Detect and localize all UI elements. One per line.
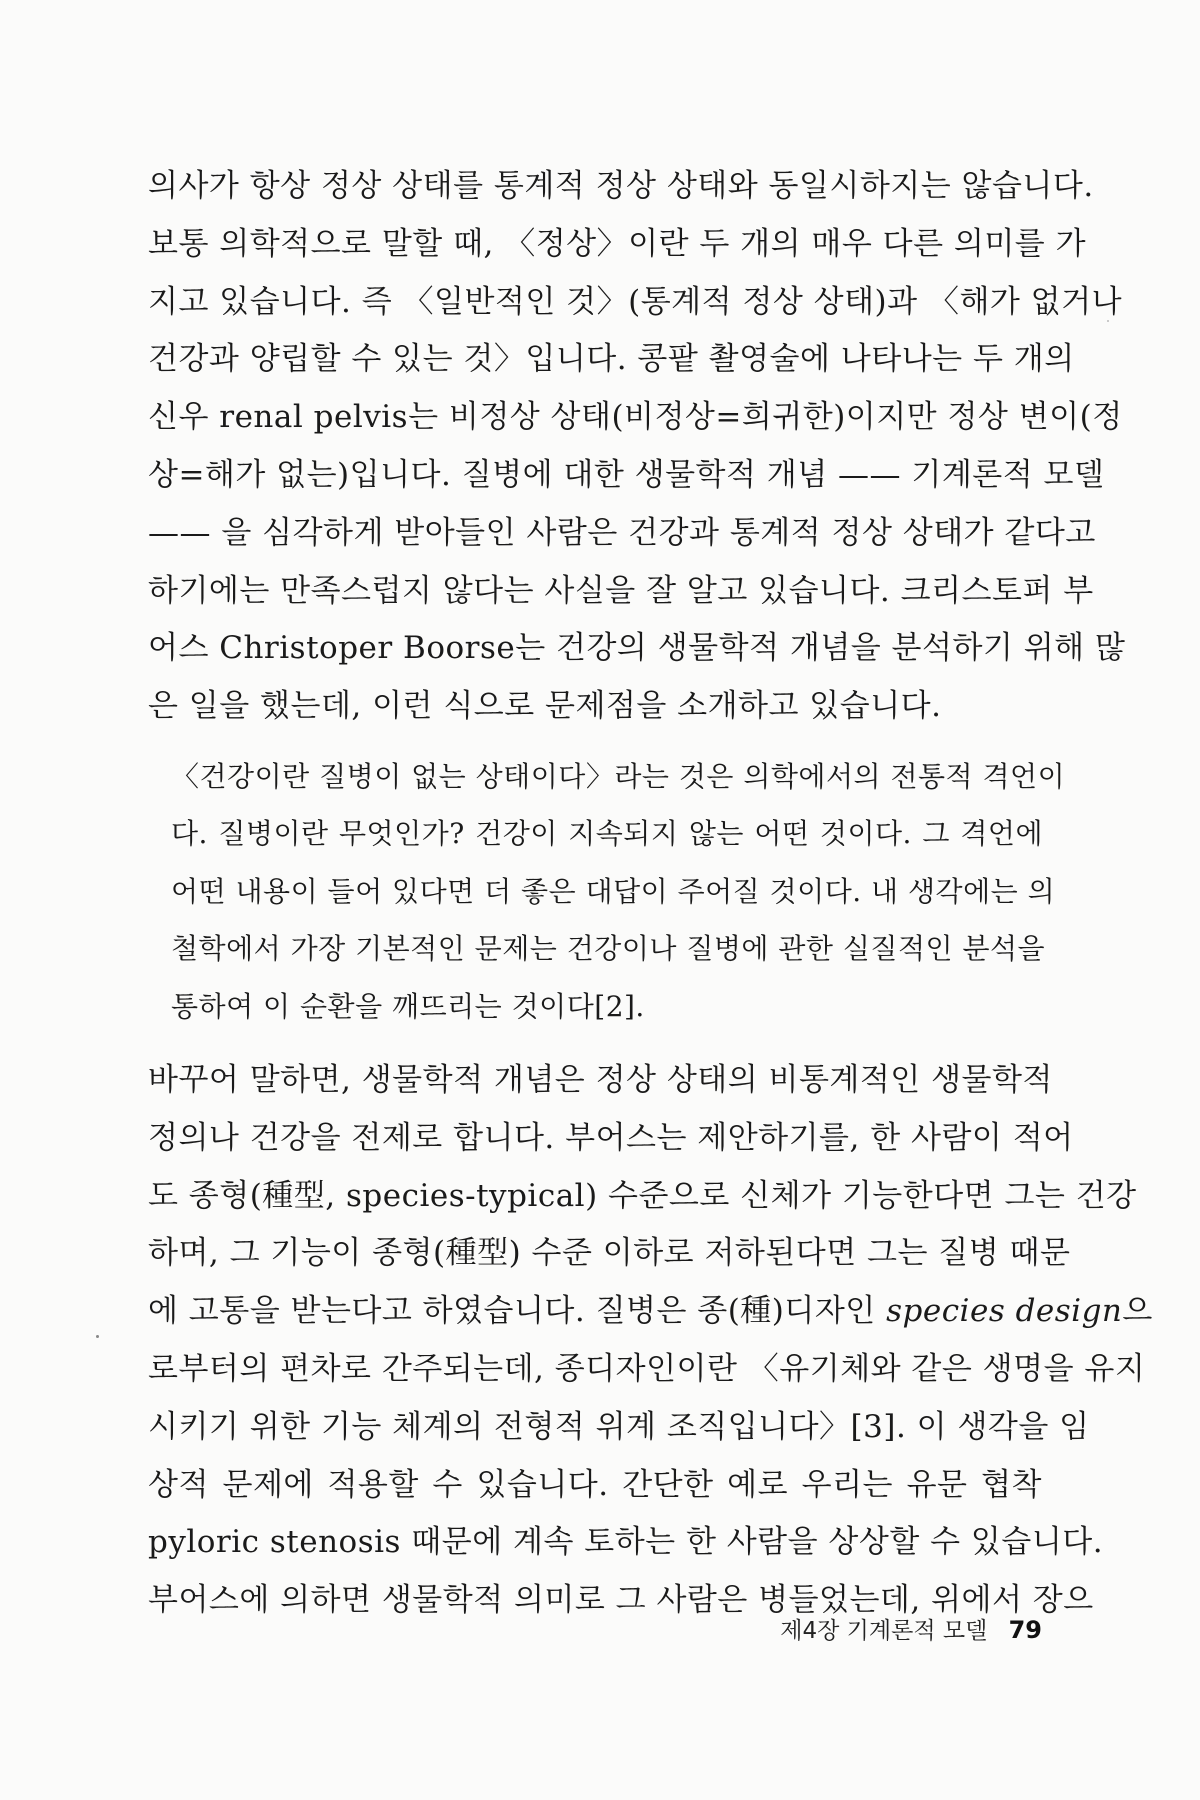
paragraph-2-line: 하며, 그 기능이 종형(種型) 수준 이하로 저하된다면 그는 질병 때문 xyxy=(148,1235,1071,1272)
quote-line: 〈건강이란 질병이 없는 상태이다〉라는 것은 의학에서의 전통적 격언이 xyxy=(171,760,1066,793)
paragraph-2-line: 도 종형(種型, species-typical) 수준으로 신체가 기능한다면 그는 건강 xyxy=(148,1177,1137,1214)
scan-speck xyxy=(96,1335,99,1338)
paragraph-2-line-start: 에 고통을 받는다고 하였습니다. 질병은 종(種)디자인 xyxy=(148,1293,887,1330)
paragraph-1-line: —— 을 심각하게 받아들인 사람은 건강과 통계적 정상 상태가 같다고 xyxy=(148,514,1096,551)
species-design-italic: species design xyxy=(886,1293,1123,1330)
block-quote xyxy=(171,748,1066,1035)
quote-line: 다. 질병이란 무엇인가? 건강이 지속되지 않는 어떤 것이다. 그 격언에 xyxy=(171,817,1043,851)
paragraph-2-line-with-italic xyxy=(148,1283,1153,1341)
quote-line: 철학에서 가장 기본적인 문제는 건강이나 질병에 관한 실질적인 분석을 xyxy=(171,932,1046,966)
paragraph-2-line: 로부터의 편차로 간주되는데, 종디자인이란 〈유기체와 같은 생명을 유지 xyxy=(148,1350,1146,1387)
paragraph-1-line: 은 일을 했는데, 이런 식으로 문제점을 소개하고 있습니다. xyxy=(148,688,942,725)
chapter-title: 제4장 기계론적 모델 xyxy=(780,1618,988,1644)
paragraph-2-line: 정의나 건강을 전제로 합니다. 부어스는 제안하기를, 한 사람이 적어 xyxy=(148,1119,1074,1156)
paragraph-2-line-end: 으 xyxy=(1122,1293,1153,1330)
quote-line: 통하여 이 순환을 깨뜨리는 것이다[2]. xyxy=(171,989,645,1023)
page-footer xyxy=(780,1612,1042,1645)
paragraph-1-line: 어스 Christoper Boorse는 건강의 생물학적 개념을 분석하기 위해 많 xyxy=(148,630,1126,667)
paragraph-2-line: 부어스에 의하면 생물학적 의미로 그 사람은 병들었는데, 위에서 장으 xyxy=(148,1582,1094,1619)
scan-speck xyxy=(1107,320,1109,322)
paragraph-2 xyxy=(148,1052,1153,1630)
paragraph-1-line: 건강과 양립할 수 있는 것〉입니다. 콩팥 촬영술에 나타나는 두 개의 xyxy=(148,341,1075,378)
paragraph-1 xyxy=(148,158,1126,736)
paragraph-2-line: 시키기 위한 기능 체계의 전형적 위계 조직입니다〉[3]. 이 생각을 임 xyxy=(148,1408,1090,1445)
quote-line: 어떤 내용이 들어 있다면 더 좋은 대답이 주어질 것이다. 내 생각에는 의 xyxy=(171,874,1056,908)
paragraph-2-line: 상적 문제에 적용할 수 있습니다. 간단한 예로 우리는 유문 협착 xyxy=(148,1466,1042,1503)
paragraph-1-line: 신우 renal pelvis는 비정상 상태(비정상=희귀한)이지만 정상 변이(정 xyxy=(148,399,1123,436)
paragraph-1-line: 상=해가 없는)입니다. 질병에 대한 생물학적 개념 —— 기계론적 모델 xyxy=(148,456,1105,493)
paragraph-1-line: 지고 있습니다. 즉 〈일반적인 것〉(통계적 정상 상태)과 〈해가 없거나 xyxy=(148,283,1123,320)
paragraph-1-line: 보통 의학적으로 말할 때, 〈정상〉이란 두 개의 매우 다른 의미를 가 xyxy=(148,225,1087,262)
paragraph-1-line: 의사가 항상 정상 상태를 통계적 정상 상태와 동일시하지는 않습니다. xyxy=(148,168,1094,204)
paragraph-2-line: pyloric stenosis 때문에 계속 토하는 한 사람을 상상할 수 있습니다. xyxy=(148,1524,1104,1561)
page-number: 79 xyxy=(1008,1616,1042,1644)
paragraph-2-line: 바꾸어 말하면, 생물학적 개념은 정상 상태의 비통계적인 생물학적 xyxy=(148,1062,1053,1098)
paragraph-1-line: 하기에는 만족스럽지 않다는 사실을 잘 알고 있습니다. 크리스토퍼 부 xyxy=(148,572,1094,609)
